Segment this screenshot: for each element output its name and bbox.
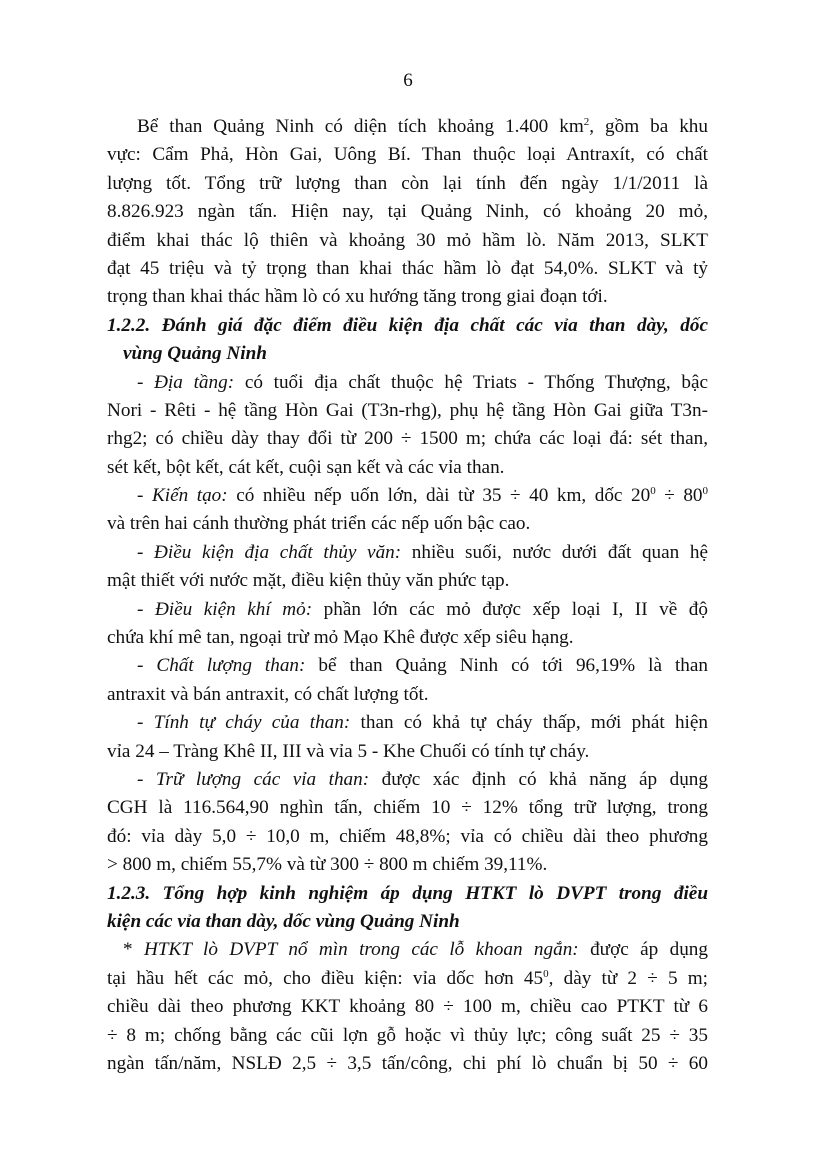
- khi-mo-line-1: - Điều kiện khí mỏ: phần lớn các mỏ được xếp loại I, II về độ: [137, 598, 708, 620]
- tu-chay-line-2: vỉa 24 – Tràng Khê II, III và vỉa 5 - Khe Chuối có tính tự cháy.: [107, 740, 590, 762]
- intro-line-4: 8.826.923 ngàn tấn. Hiện nay, tại Quảng Ninh, có khoảng 20 mỏ,: [107, 201, 708, 223]
- htkt-label: HTKT lò DVPT nổ mìn trong các lỗ khoan ngắn:: [143, 939, 579, 961]
- section-heading-122: 1.2.2. Đánh giá đặc điểm điều kiện địa chất các vỉa than dày, dốc: [107, 314, 708, 336]
- tu-chay-label: Tính tự cháy của than:: [153, 712, 351, 734]
- tru-luong-line-4: > 800 m, chiếm 55,7% và từ 300 ÷ 800 m chiếm 39,11%.: [107, 854, 548, 876]
- superscript: 2: [583, 116, 590, 128]
- htkt-line-3: chiều dài theo phương KKT khoảng 80 ÷ 100 m, chiều cao PTKT từ 6: [107, 996, 708, 1018]
- intro-line-1: Bể than Quảng Ninh có diện tích khoảng 1.400 $km^2$, gồm ba khu: [137, 116, 708, 137]
- tu-chay-line-1: - Tính tự cháy của than: than có khả tự cháy thấp, mới phát hiện: [137, 712, 708, 734]
- dia-tang-line-2: Nori - Rêti - hệ tầng Hòn Gai (T3n-rhg), phụ hệ tầng Hòn Gai giữa T3n-: [107, 399, 708, 421]
- kien-tao-label: Kiến tạo:: [151, 485, 228, 507]
- chat-luong-label: Chất lượng than:: [156, 655, 306, 677]
- thuy-van-line-2: mật thiết với nước mặt, điều kiện thủy văn phức tạp.: [107, 570, 510, 592]
- tru-luong-line-1: - Trữ lượng các vỉa than: được xác định có khả năng áp dụng: [137, 768, 708, 790]
- section-heading-123: 1.2.3. Tổng hợp kinh nghiệm áp dụng HTKT lò DVPT trong điều: [107, 882, 708, 904]
- tru-luong-label: Trữ lượng các vỉa than:: [155, 768, 370, 790]
- intro-line-2: vực: Cẩm Phả, Hòn Gai, Uông Bí. Than thuộc loại Antraxít, có chất: [107, 144, 708, 166]
- htkt-line-2: tại hầu hết các mỏ, cho điều kiện: vỉa dốc hơn $45^0$, dày từ 2 ÷ 5 m;: [107, 967, 708, 989]
- dia-tang-line-4: sét kết, bột kết, cát kết, cuội sạn kết và các vỉa than.: [107, 456, 505, 478]
- htkt-line-5: ngàn tấn/năm, NSLĐ 2,5 ÷ 3,5 tấn/công, chi phí lò chuẩn bị 50 ÷ 60: [107, 1052, 708, 1074]
- htkt-line-1: * HTKT lò DVPT nổ mìn trong các lỗ khoan ngắn: được áp dụng: [123, 939, 708, 961]
- thuy-van-line-1: - Điều kiện địa chất thủy văn: nhiều suối, nước dưới đất quan hệ: [137, 541, 709, 563]
- intro-line-7: trọng than khai thác hầm lò có xu hướng tăng trong giai đoạn tới.: [107, 286, 608, 308]
- khi-mo-label: Điều kiện khí mỏ:: [154, 598, 313, 620]
- section-heading-123-cont: kiện các vỉa than dày, dốc vùng Quảng Ninh: [107, 910, 460, 932]
- htkt-line-4: ÷ 8 m; chống bằng các cũi lợn gỗ hoặc vì thủy lực; công suất 25 ÷ 35: [107, 1024, 708, 1046]
- tru-luong-line-2: CGH là 116.564,90 nghìn tấn, chiếm 10 ÷ 12% tổng trữ lượng, trong: [107, 797, 708, 819]
- intro-line-6: đạt 45 triệu và tỷ trọng than khai thác hầm lò đạt 54,0%. SLKT và tỷ: [107, 257, 708, 279]
- chat-luong-line-1: - Chất lượng than: bể than Quảng Ninh có tới 96,19% là than: [137, 655, 708, 677]
- khi-mo-line-2: chứa khí mê tan, ngoại trừ mỏ Mạo Khê được xếp siêu hạng.: [107, 627, 574, 649]
- intro-line-5: điểm khai thác lộ thiên và khoảng 30 mỏ hầm lò. Năm 2013, SLKT: [107, 229, 708, 251]
- document-body: [107, 113, 708, 1078]
- intro-line-3: lượng tốt. Tổng trữ lượng than còn lại tính đến ngày 1/1/2011 là: [107, 172, 708, 194]
- dia-tang-label: Địa tầng:: [154, 371, 235, 393]
- dia-tang-line-1: - Địa tầng: có tuổi địa chất thuộc hệ Triats - Thống Thượng, bậc: [137, 371, 709, 393]
- kien-tao-line-1: - Kiến tạo: có nhiều nếp uốn lớn, dài từ 35 ÷ 40 km, dốc $20^0 \div 80^0$: [137, 485, 709, 507]
- tru-luong-line-3: đó: vỉa dày 5,0 ÷ 10,0 m, chiếm 48,8%; vỉa có chiều dài theo phương: [107, 825, 708, 847]
- section-heading-122-cont: vùng Quảng Ninh: [123, 343, 267, 365]
- dia-tang-line-3: rhg2; có chiều dày thay đổi từ 200 ÷ 1500 m; chứa các loại đá: sét than,: [107, 428, 708, 450]
- kien-tao-line-2: và trên hai cánh thường phát triển các nếp uốn bậc cao.: [107, 513, 531, 535]
- chat-luong-line-2: antraxit và bán antraxit, có chất lượng tốt.: [107, 683, 429, 705]
- thuy-van-label: Điều kiện địa chất thủy văn:: [154, 541, 402, 563]
- page-number: 6: [403, 70, 413, 91]
